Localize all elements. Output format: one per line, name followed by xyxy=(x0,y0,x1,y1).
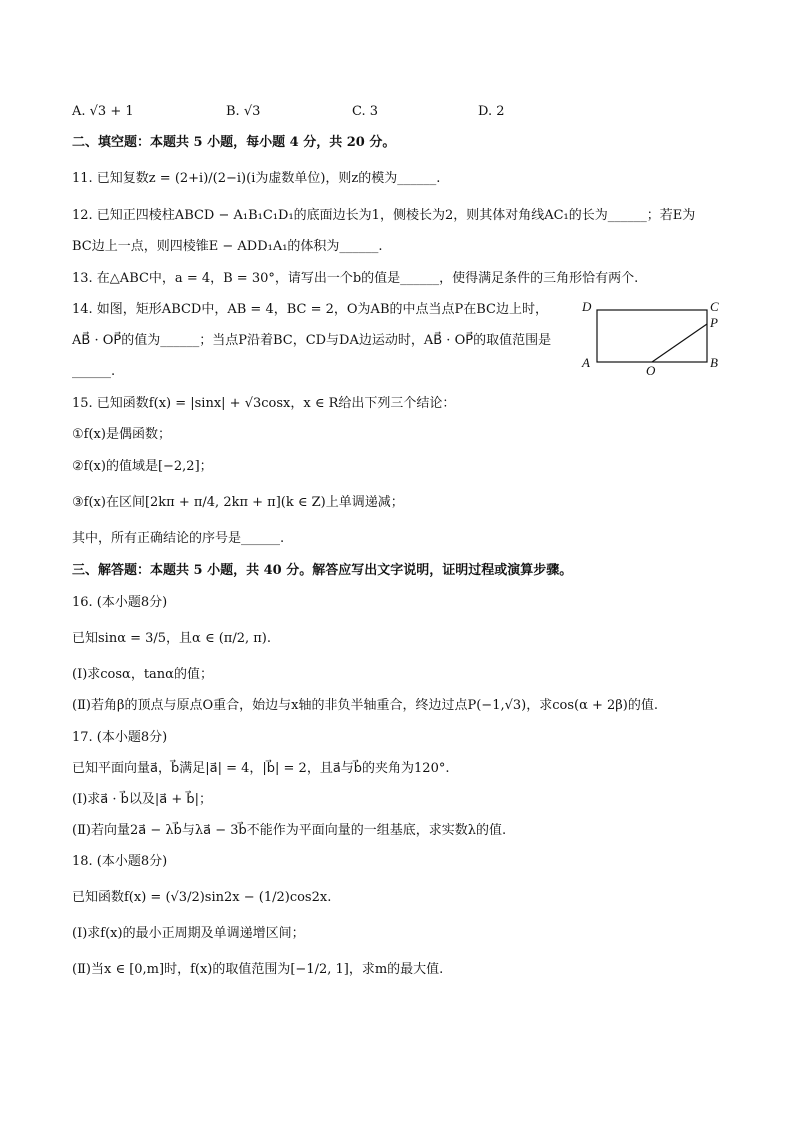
section-2-header: 二、填空题：本题共 5 小题，每小题 4 分，共 20 分。 xyxy=(72,135,396,150)
question-17-part-1: (Ⅰ)求a⃗ · b⃗以及|a⃗ + b⃗|； xyxy=(72,792,213,807)
question-15-conclusion-2: ②f(x)的值域是[−2,2]； xyxy=(72,459,213,474)
answer-option-d: D. 2 xyxy=(478,104,505,119)
question-13: 13. 在△ABC中，a = 4，B = 30°，请写出一个b的值是______，使得满足条件的三角形恰有两个. xyxy=(72,271,639,286)
question-14-line-3: ______. xyxy=(72,364,116,379)
question-11: 11. 已知复数z = (2+i)/(2−i)(i为虚数单位)，则z的模为______. xyxy=(72,171,441,186)
question-15-conclusion-1: ①f(x)是偶函数； xyxy=(72,427,171,442)
label-c: C xyxy=(710,299,719,314)
question-18-title: 18. (本小题8分) xyxy=(72,854,168,869)
question-15-conclusion-3: ③f(x)在区间[2kπ + π/4, 2kπ + π](k ∈ Z)上单调递减； xyxy=(72,495,404,510)
question-12-line-1: 12. 已知正四棱柱ABCD − A₁B₁C₁D₁的底面边长为1，侧棱长为2，则其体对角线AC₁的长为______；若E为 xyxy=(72,208,696,223)
label-a: A xyxy=(582,355,590,370)
section-3-header: 三、解答题：本题共 5 小题，共 40 分。解答应写出文字说明，证明过程或演算步骤。 xyxy=(72,563,573,578)
segment-op xyxy=(652,324,707,362)
question-15: 15. 已知函数f(x) = |sinx| + √3cosx，x ∈ R给出下列三个结论： xyxy=(72,396,456,411)
question-15-ask: 其中，所有正确结论的序号是______. xyxy=(72,531,285,546)
label-d: D xyxy=(582,299,592,314)
answer-option-c: C. 3 xyxy=(352,104,379,119)
question-18-part-1: (Ⅰ)求f(x)的最小正周期及单调递增区间； xyxy=(72,926,305,941)
question-17-given: 已知平面向量a⃗，b⃗满足|a⃗| = 4，|b⃗| = 2，且a⃗与b⃗的夹角为120°. xyxy=(72,761,450,776)
question-16-part-2: (Ⅱ)若角β的顶点与原点O重合，始边与x轴的非负半轴重合，终边过点P(−1,√3)，求cos(α + 2β)的值. xyxy=(72,698,659,713)
rectangle-figure xyxy=(578,297,728,377)
question-14-line-1: 14. 如图，矩形ABCD中，AB = 4，BC = 2，O为AB的中点当点P在BC边上时， xyxy=(72,302,548,317)
question-16-title: 16. (本小题8分) xyxy=(72,595,168,610)
question-18-given: 已知函数f(x) = (√3/2)sin2x − (1/2)cos2x. xyxy=(72,890,332,905)
question-16-part-1: (Ⅰ)求cosα，tanα的值； xyxy=(72,667,213,682)
question-17-title: 17. (本小题8分) xyxy=(72,730,168,745)
answer-option-a: A. √3 + 1 xyxy=(72,104,134,119)
label-p: P xyxy=(710,315,718,330)
answer-option-b: B. √3 xyxy=(226,104,261,119)
question-14-line-2: AB⃗ · OP⃗的值为______；当点P沿着BC，CD与DA边运动时，AB⃗ · OP⃗的取值范围是 xyxy=(72,333,552,348)
question-16-given: 已知sinα = 3/5，且α ∈ (π/2, π). xyxy=(72,631,272,646)
question-17-part-2: (Ⅱ)若向量2a⃗ − λb⃗与λa⃗ − 3b⃗不能作为平面向量的一组基底，求实数λ的值. xyxy=(72,823,507,838)
question-18-part-2: (Ⅱ)当x ∈ [0,m]时，f(x)的取值范围为[−1/2, 1]，求m的最大值. xyxy=(72,962,444,977)
question-12-line-2: BC边上一点，则四棱锥E − ADD₁A₁的体积为______. xyxy=(72,239,383,254)
label-b: B xyxy=(710,355,718,370)
label-o: O xyxy=(646,363,656,377)
